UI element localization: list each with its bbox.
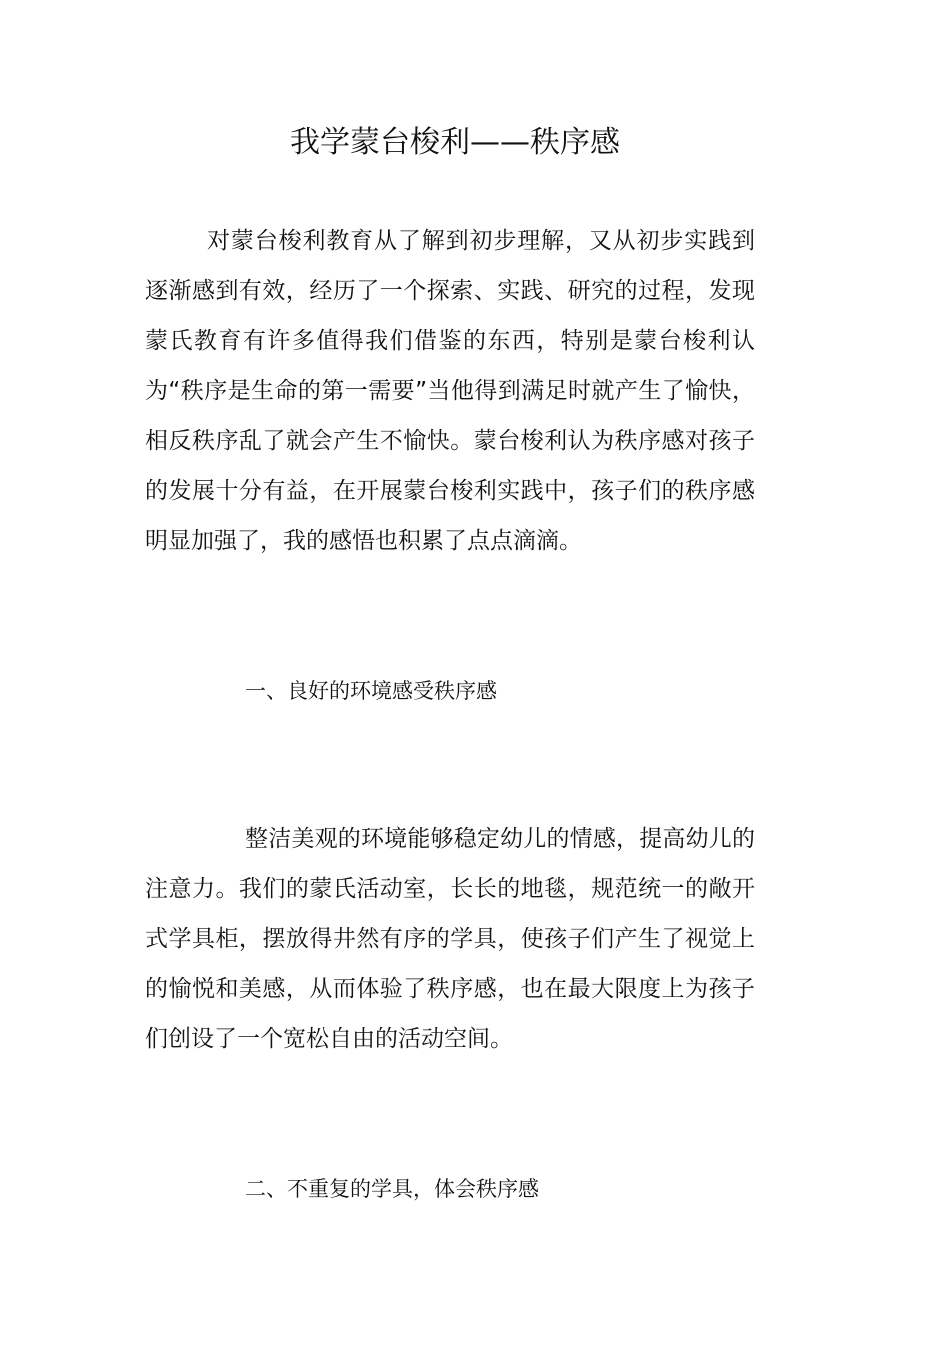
intro-paragraph: 对蒙台梭利教育从了解到初步理解，又从初步实践到逐渐感到有效，经历了一个探索、实践、研究的过程，发现蒙氏教育有许多值得我们借鉴的东西，特别是蒙台梭利认为“秩序是生命的第一需要”当他得到满足时就产生了愉快，相反秩序乱了就会产生不愉快。蒙台梭利认为秩序感对孩子的发展十分有益，在开展蒙台梭利实践中，孩子们的秩序感明显加强了，我的感悟也积累了点点滴滴。: [145, 228, 755, 554]
section-2-heading: 二、不重复的学具，体会秩序感: [245, 1177, 539, 1201]
section-1-heading: 一、良好的环境感受秩序感: [245, 679, 497, 703]
document-title: 我学蒙台梭利——秩序感: [290, 125, 620, 160]
section-1-paragraph: 整洁美观的环境能够稳定幼儿的情感，提高幼儿的注意力。我们的蒙氏活动室，长长的地毯，规范统一的敞开式学具柜，摆放得井然有序的学具，使孩子们产生了视觉上的愉悦和美感，从而体验了秩序感，也在最大限度上为孩子们创设了一个宽松自由的活动空间。: [145, 826, 755, 1052]
